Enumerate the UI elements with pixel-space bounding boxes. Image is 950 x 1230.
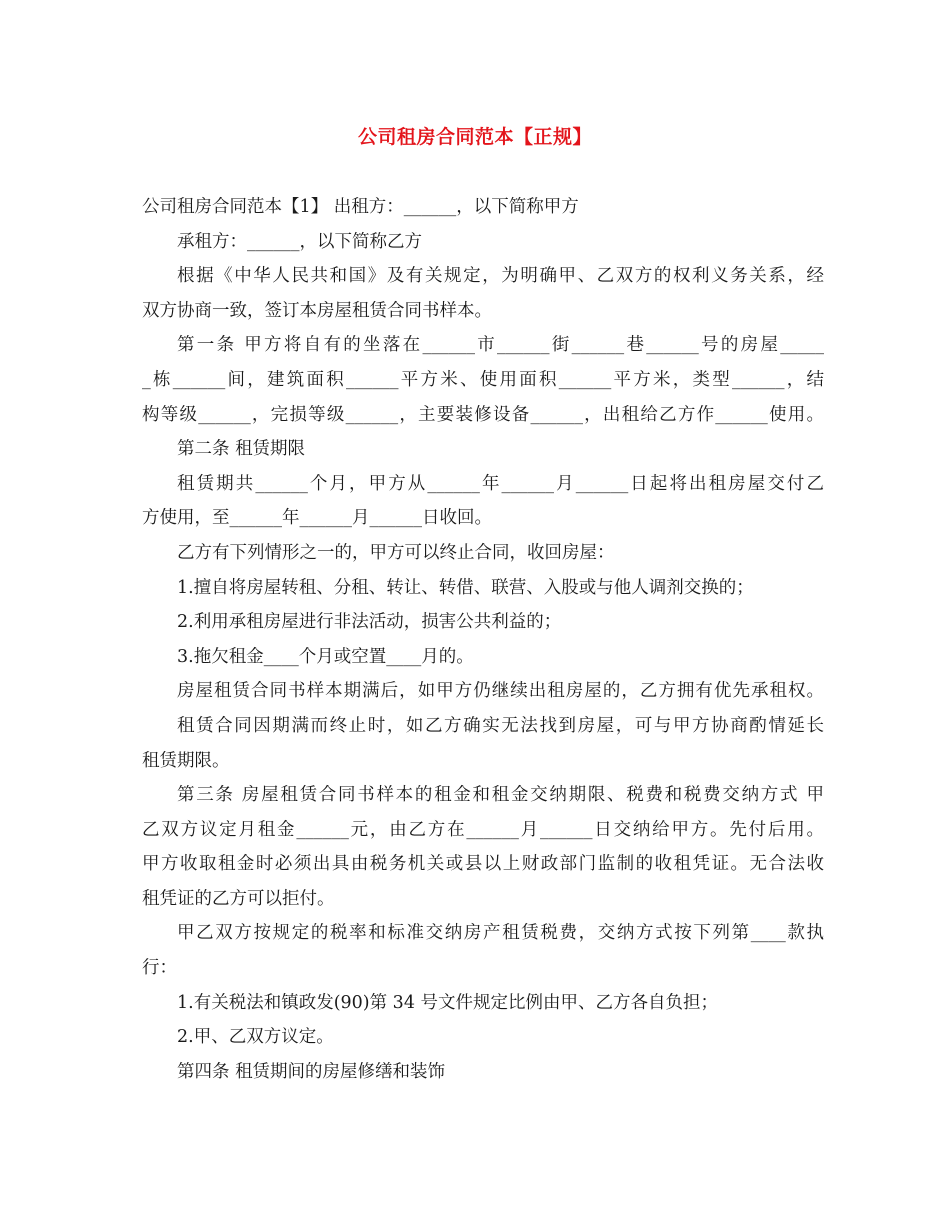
text-line: 房屋租赁合同书样本期满后，如甲方仍继续出租房屋的，乙方拥有优先承租权。 — [177, 681, 824, 702]
text-line: 1.擅自将房屋转租、分租、转让、转借、联营、入股或与他人调剂交换的； — [177, 577, 754, 598]
text-line: 2.甲、乙双方议定。 — [177, 1027, 334, 1048]
text-line: 方使用，至______年______月______日收回。 — [142, 508, 492, 529]
document-title: 公司租房合同范本【正规】 — [357, 126, 592, 148]
text-line: 甲方收取租金时必须出具由税务机关或县以上财政部门监制的收租凭证。无合法收 — [142, 854, 824, 875]
text-line: _栋______间，建筑面积______平方米、使用面积______平方米，类型______，结 — [142, 369, 824, 390]
text-line: 租凭证的乙方可以拒付。 — [142, 888, 335, 909]
text-line: 第四条 租赁期间的房屋修缮和装饰 — [177, 1061, 446, 1082]
text-line: 第一条 甲方将自有的坐落在______市______街______巷______号的房屋_____ — [177, 335, 824, 356]
text-line: 乙方有下列情形之一的，甲方可以终止合同，收回房屋： — [177, 542, 615, 563]
text-line: 双方协商一致，签订本房屋租赁合同书样本。 — [142, 300, 492, 321]
text-line: 租赁期共______个月，甲方从______年______月______日起将出租房屋交付乙 — [177, 473, 824, 494]
text-line: 2.利用承租房屋进行非法活动，损害公共利益的； — [177, 612, 562, 633]
text-line: 乙双方议定月租金______元，由乙方在______月______日交纳给甲方。先付后用。 — [142, 819, 824, 840]
text-line: 行： — [142, 958, 177, 979]
text-line: 1.有关税法和镇政发(90)第 34 号文件规定比例由甲、乙方各自负担； — [177, 992, 719, 1013]
text-line: 公司租房合同范本【1】 出租方：______，以下简称甲方 — [142, 197, 579, 217]
text-line: 第三条 房屋租赁合同书样本的租金和租金交纳期限、税费和税费交纳方式 甲 — [177, 785, 824, 806]
text-line: 甲乙双方按规定的税率和标准交纳房产租赁税费，交纳方式按下列第____款执 — [177, 923, 824, 944]
text-line: 租赁期限。 — [142, 750, 230, 771]
text-line: 构等级______，完损等级______，主要装修设备______，出租给乙方作______使用。 — [142, 404, 824, 425]
document-body — [142, 190, 824, 1089]
text-line: 第二条 租赁期限 — [177, 439, 306, 460]
text-line: 根据《中华人民共和国》及有关规定，为明确甲、乙双方的权利义务关系，经 — [177, 266, 824, 287]
text-line: 承租方：______，以下简称乙方 — [177, 231, 422, 252]
text-line: 租赁合同因期满而终止时，如乙方确实无法找到房屋，可与甲方协商酌情延长 — [177, 715, 824, 736]
text-line: 3.拖欠租金____个月或空置____月的。 — [177, 646, 474, 667]
